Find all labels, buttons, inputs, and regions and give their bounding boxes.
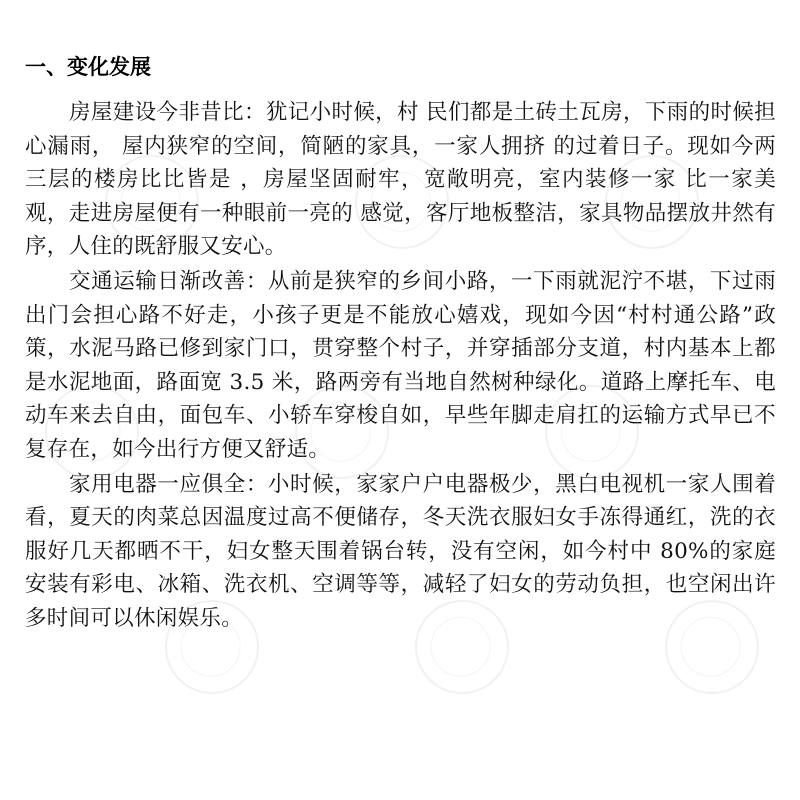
- section-heading: 一、变化发展: [25, 55, 151, 79]
- paragraph-transport: 交通运输日渐改善：从前是狭窄的乡间小路，一下雨就泥泞不堪，下过雨出门会担心路不好走，小孩子更是不能放心嬉戏，现如今因“村村通公路”政策，水泥马路已修到家门口，贯穿整个村子，并穿插部分支道，村内基本上都是水泥地面，路面宽 3.5 米，路两旁有当地自然树种绿化。道路上摩托车、电动车来去自由，面包车、小轿车穿梭自如，早些年脚走肩扛的运输方式早已不复存在，如今出行方便又舒适。: [25, 268, 776, 462]
- paragraph-appliances: 家用电器一应俱全：小时候，家家户户电器极少，黑白电视机一家人围着看，夏天的肉菜总因温度过高不便储存，冬天洗衣服妇女手冻得通红，洗的衣服好几天都晒不干，妇女整天围着锅台转，没有空闲，如今村中 80%的家庭安装有彩电、冰箱、洗衣机、空调等等，减轻了妇女的劳动负担，也空闲出许多时间可以休闲娱乐。: [25, 471, 776, 631]
- paragraph-housing: 房屋建设今非昔比：犹记小时候，村 民们都是土砖土瓦房，下雨的时候担心漏雨， 屋内狭窄的空间，简陋的家具，一家人拥挤 的过着日子。现如今两三层的楼房比比皆是 ，房屋坚固耐牢，宽敞明亮，室内装修一家 比一家美观，走进房屋便有一种眼前一亮的 感觉，客厅地板整洁，家具物品摆放井然有序，人住的既舒服又安心。: [25, 100, 776, 260]
